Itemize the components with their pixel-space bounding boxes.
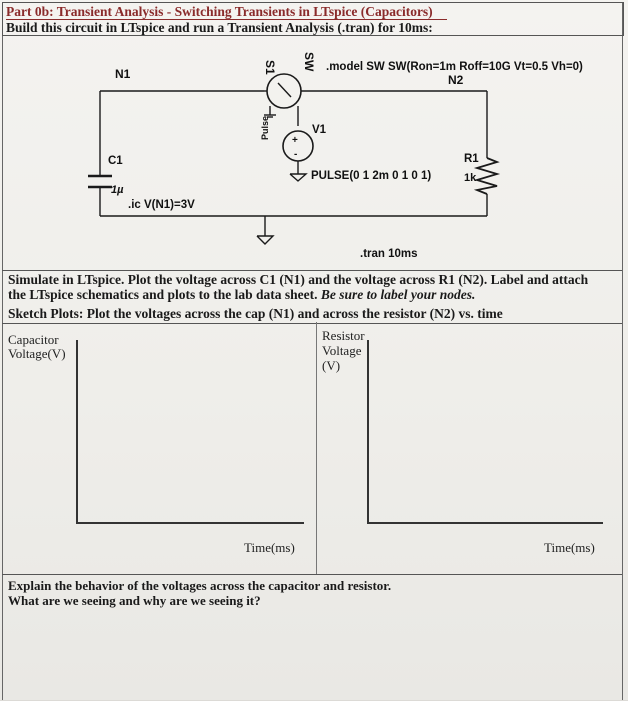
- simulate-line-2: [8, 287, 616, 302]
- source-plus-label: +: [292, 135, 298, 146]
- label-nodes-emphasis: Be sure to label your nodes.: [320, 287, 476, 302]
- plots-divider: [316, 322, 317, 574]
- source-value-label: PULSE(0 1 2m 0 1 0 1): [311, 170, 432, 182]
- tran-directive: .tran 10ms: [360, 248, 418, 260]
- explanation-prompt: [8, 578, 391, 608]
- res-ylabel-2: Voltage: [322, 343, 362, 358]
- section-title: Part 0b: Transient Analysis - Switching Transients in LTspice (Capacitors): [6, 4, 433, 19]
- simulate-instructions: [8, 272, 616, 302]
- res-x-axis: [367, 522, 603, 524]
- explain-line-2: What are we seeing and why are we seeing it?: [8, 593, 261, 608]
- node-label-n1: N1: [115, 67, 131, 81]
- sketch-instructions: Sketch Plots: Plot the voltages across the cap (N1) and across the resistor (N2) vs. time: [8, 306, 503, 321]
- cap-value-label: 1µ: [111, 184, 124, 196]
- ground-symbol: [257, 236, 273, 244]
- res-ylabel-1: Resistor: [322, 328, 365, 343]
- node-label-n2: N2: [448, 73, 464, 87]
- res-value-label: 1k: [464, 172, 477, 184]
- cap-xlabel: Time(ms): [244, 540, 295, 555]
- cap-y-axis: [76, 340, 78, 523]
- res-name-label: R1: [464, 153, 479, 165]
- source-type-label: Pulse: [260, 115, 270, 140]
- res-xlabel: Time(ms): [544, 540, 595, 555]
- resistor-symbol: [477, 158, 497, 194]
- pulse-source-symbol: [283, 131, 313, 181]
- cap-x-axis: [76, 522, 304, 524]
- explain-line-1: Explain the behavior of the voltages across the capacitor and resistor.: [8, 578, 392, 593]
- switch-name-label: S1: [263, 60, 277, 75]
- source-minus-label: -: [294, 149, 298, 160]
- cap-ylabel-1: Capacitor: [8, 332, 59, 347]
- simulate-line-1: Simulate in LTspice. Plot the voltage across C1 (N1) and the voltage across R1 (N2). Label and attach: [8, 272, 589, 287]
- res-ylabel-3: (V): [322, 358, 341, 373]
- build-instruction: Build this circuit in LTspice and run a Transient Analysis (.tran) for 10ms:: [6, 20, 433, 35]
- capacitor-symbol: [88, 176, 112, 187]
- model-directive: .model SW SW(Ron=1m Roff=10G Vt=0.5 Vh=0): [326, 61, 583, 73]
- source-name-label: V1: [312, 124, 327, 136]
- cap-name-label: C1: [108, 155, 123, 167]
- simulate-line-2-text: the LTspice schematics and plots to the lab data sheet.: [8, 287, 318, 302]
- ic-directive: .ic V(N1)=3V: [128, 199, 195, 211]
- res-y-axis: [367, 340, 369, 523]
- cap-ylabel-2: Voltage(V): [8, 346, 66, 361]
- circuit-schematic: [0, 36, 628, 268]
- switch-model-label: SW: [302, 52, 316, 72]
